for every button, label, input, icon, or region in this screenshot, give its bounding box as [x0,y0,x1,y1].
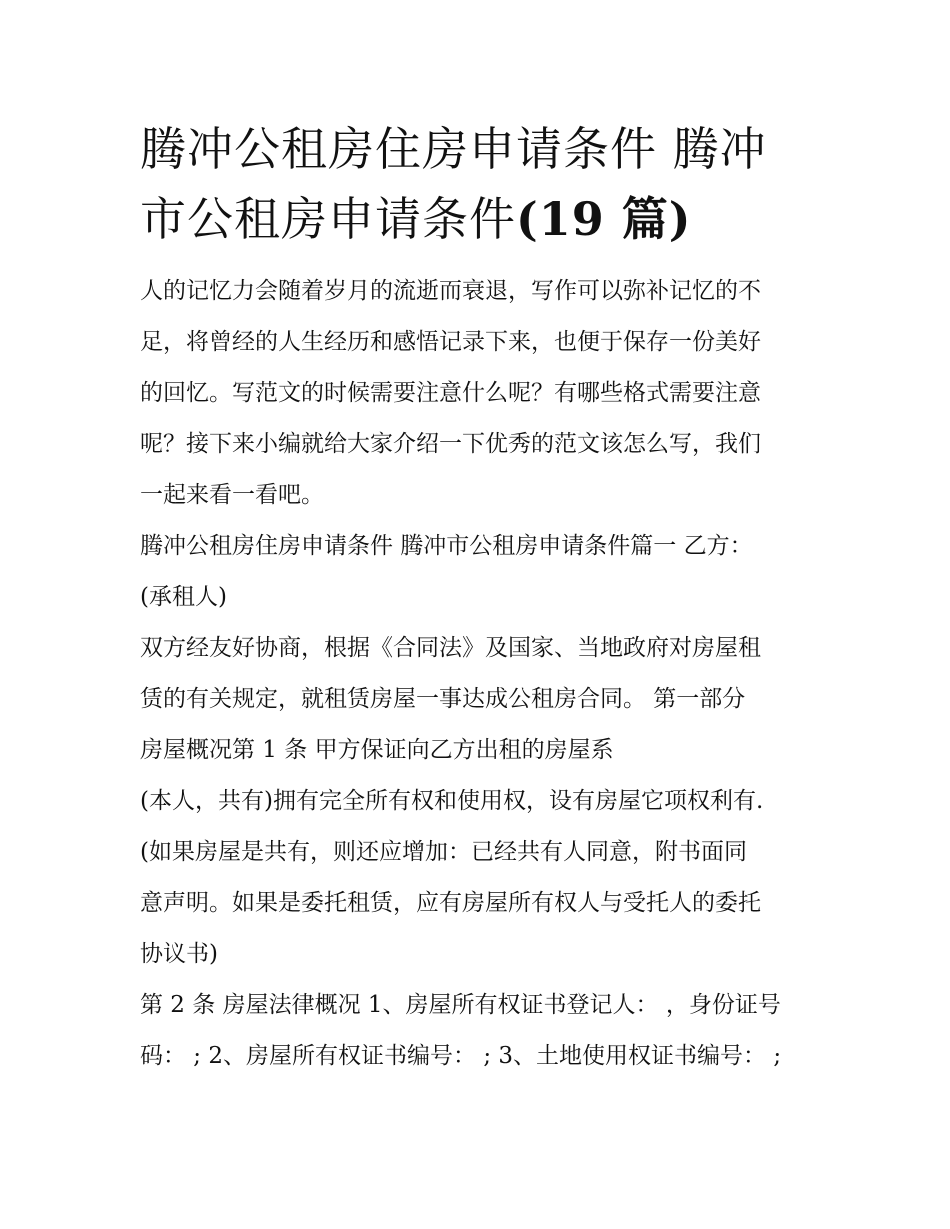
body-line: (承租人) [140,584,227,610]
body-line: 呢？接下来小编就给大家介绍一下优秀的范文该怎么写，我们 [140,431,761,457]
body-line: 协议书) [140,941,218,967]
body-line: 的回忆。写范文的时候需要注意什么呢？有哪些格式需要注意 [140,380,761,406]
document-title [140,114,812,254]
body-line: 第 2 条 房屋法律概况 1、房屋所有权证书登记人： ，身份证号 [140,992,781,1018]
title-line-2 [140,184,812,254]
body-line: 意声明。如果是委托租赁，应有房屋所有权人与受托人的委托 [140,890,761,916]
body-line: 人的记忆力会随着岁月的流逝而衰退，写作可以弥补记忆的不 [140,278,761,304]
document-content [140,114,812,1082]
title-line-1: 腾冲公租房住房申请条件 腾冲 [140,122,767,176]
body-line: 腾冲公租房住房申请条件 腾冲市公租房申请条件篇一 乙方： [140,533,753,559]
body-line: (如果房屋是共有，则还应增加：已经共有人同意，附书面同 [140,839,747,865]
title-line-2-text: 市公租房申请条件 [140,192,516,246]
body-line: 赁的有关规定，就租赁房屋一事达成公租房合同。 第一部分 [140,686,746,712]
document-body [140,266,812,1082]
body-line: 一起来看一看吧。 [140,482,324,508]
body-line: 双方经友好协商，根据《合同法》及国家、当地政府对房屋租 [140,635,761,661]
body-line: 房屋概况第 1 条 甲方保证向乙方出租的房屋系 [140,737,614,763]
body-line: (本人，共有)拥有完全所有权和使用权，设有房屋它项权利有. [140,788,764,814]
body-line: 足，将曾经的人生经历和感悟记录下来，也便于保存一份美好 [140,329,761,355]
body-line: 码： ; 2、房屋所有权证书编号： ; 3、土地使用权证书编号： ; [140,1043,782,1069]
title-count: (19 篇) [516,192,692,246]
